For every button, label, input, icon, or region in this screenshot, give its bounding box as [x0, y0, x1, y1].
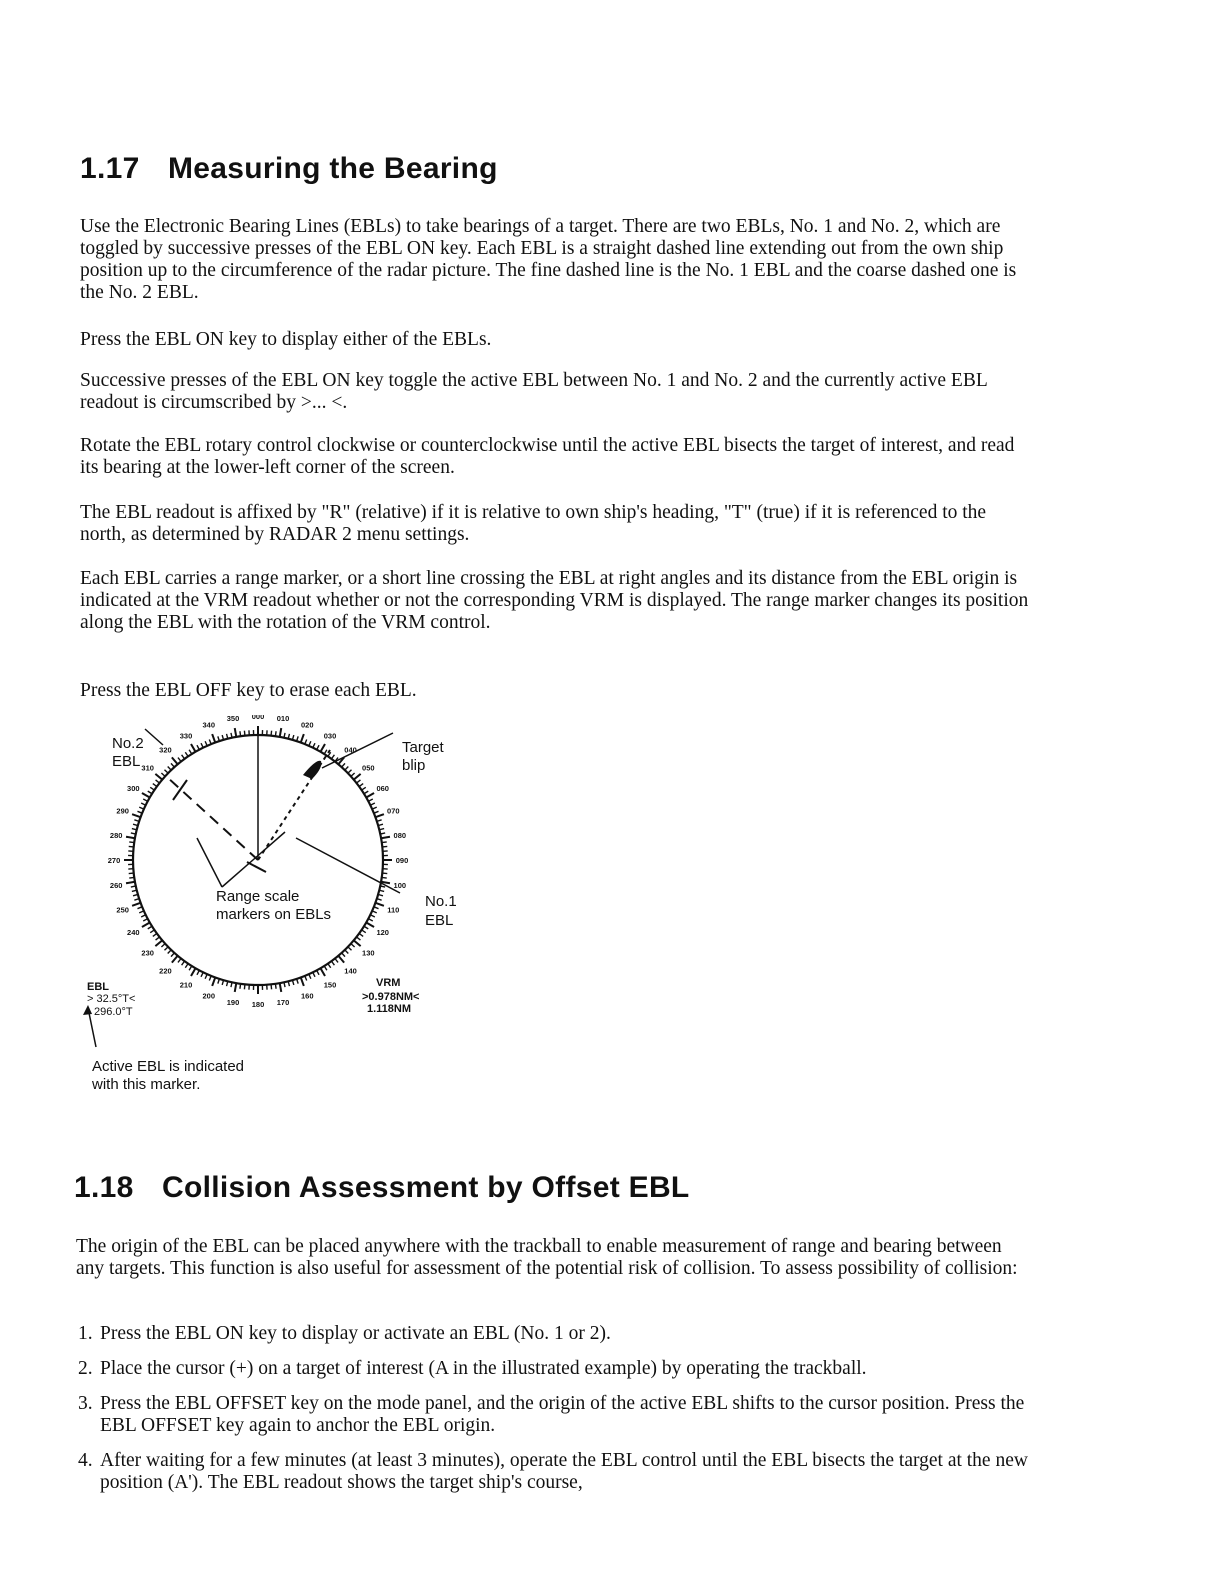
bearing-tick — [139, 911, 144, 913]
range-marker-leader-right — [222, 832, 285, 887]
ebl-readout-active: > 32.5°T< — [87, 993, 136, 1005]
bearing-tick — [126, 882, 135, 884]
bearing-tick — [370, 915, 374, 917]
bearing-tick — [240, 731, 241, 736]
bearing-tick — [375, 814, 383, 817]
paragraph-ebl-readout: The EBL readout is affixed by "R" (relative) if it is relative to own ship's heading, "T" (true) if it is referenced to the north, as determined by RADAR 2 menu settings. — [80, 502, 987, 545]
bearing-label: 020 — [300, 720, 314, 730]
bearing-label: 000 — [251, 715, 265, 721]
bearing-tick — [345, 950, 348, 954]
bearing-tick — [313, 972, 315, 976]
bearing-label: 080 — [393, 830, 407, 840]
bearing-tick — [185, 964, 188, 968]
bearing-tick — [335, 959, 338, 963]
bearing-tick — [164, 947, 168, 950]
bearing-tick — [317, 745, 319, 749]
bearing-tick — [305, 739, 307, 744]
bearing-tick — [381, 837, 390, 839]
step-text: Press the EBL OFFSET key on the mode panel, and the origin of the active EBL shifts to the cursor position. Press the EBL OFFSET key again to anchor the EBL origin. — [100, 1393, 1025, 1436]
bearing-tick — [313, 743, 315, 747]
bearing-tick — [205, 974, 207, 979]
bearing-tick — [189, 966, 192, 970]
bearing-label: 160 — [300, 991, 314, 1001]
bearing-label: 260 — [109, 881, 123, 891]
bearing-label: 150 — [323, 980, 337, 990]
no2-ebl-label: No.2 EBL — [112, 735, 144, 770]
bearing-tick — [271, 731, 272, 736]
step-number: 2. — [78, 1358, 93, 1379]
bearing-tick — [372, 807, 377, 809]
step-text: Press the EBL ON key to display or activate an EBL (No. 1 or 2). — [100, 1323, 611, 1344]
bearing-tick — [161, 944, 165, 947]
bearing-tick — [354, 940, 361, 946]
bearing-tick — [129, 846, 134, 847]
bearing-tick — [301, 734, 304, 742]
bearing-tick — [178, 758, 181, 762]
range-marker-leader-left — [197, 838, 222, 887]
bearing-tick — [201, 743, 203, 747]
offset-ebl-steps — [78, 1323, 1028, 1507]
section-title-text: Measuring the Bearing — [168, 152, 498, 185]
bearing-tick — [168, 950, 171, 954]
section-number: 1.18 — [74, 1171, 134, 1204]
radar-ebl-diagram — [70, 715, 510, 1105]
paragraph-range-marker: Each EBL carries a range marker, or a short line crossing the EBL at right angles and its distance from the EBL origin is indicated at the VRM readout whether or not the corresponding VRM is displayed. The range marker changes its position along the EBL with the rotation of the VRM control. — [80, 568, 1029, 633]
bearing-tick — [280, 728, 282, 737]
bearing-tick — [366, 793, 374, 798]
bearing-tick — [129, 877, 134, 878]
bearing-tick — [172, 757, 178, 764]
bearing-tick — [209, 976, 211, 981]
bearing-tick — [178, 959, 181, 963]
bearing-label: 270 — [107, 856, 121, 865]
bearing-tick — [357, 780, 361, 783]
bearing-tick — [197, 745, 199, 749]
bearing-tick — [209, 739, 211, 744]
bearing-tick — [354, 774, 361, 780]
bearing-label: 200 — [202, 991, 216, 1001]
radar-ebl-figure — [70, 715, 510, 1105]
bearing-tick — [129, 842, 134, 843]
bearing-label: 040 — [344, 745, 357, 755]
bearing-label: 110 — [387, 905, 400, 915]
bearing-label: 330 — [179, 731, 193, 741]
bearing-tick — [126, 837, 135, 839]
range-markers-label: Range scale markers on EBLs — [216, 888, 332, 923]
vrm-readout-second: 1.118NM — [367, 1003, 412, 1015]
bearing-tick — [132, 814, 140, 817]
bearing-tick — [139, 807, 144, 809]
bearing-label: 320 — [159, 745, 172, 755]
bearing-tick — [301, 977, 304, 985]
bearing-tick — [168, 766, 171, 770]
bearing-tick — [143, 919, 147, 921]
bearing-tick — [191, 744, 196, 752]
bearing-tick — [142, 793, 150, 798]
bearing-tick — [370, 803, 374, 805]
bearing-tick — [132, 903, 140, 906]
bearing-tick — [161, 773, 165, 776]
target-blip-label: Target blip — [402, 739, 444, 774]
step-number: 4. — [78, 1450, 93, 1471]
bearing-tick — [137, 907, 142, 909]
step-text: Place the cursor (+) on a target of interest (A in the illustrated example) by operating the trackball. — [100, 1358, 867, 1379]
ebl-readout-title: EBL — [87, 981, 109, 993]
bearing-tick — [382, 846, 387, 847]
bearing-tick — [357, 937, 361, 940]
bearing-tick — [345, 766, 348, 770]
bearing-tick — [171, 763, 174, 767]
bearing-label: 280 — [109, 830, 123, 840]
bearing-tick — [338, 956, 344, 963]
bearing-tick — [191, 968, 196, 976]
bearing-tick — [348, 947, 352, 950]
bearing-tick — [382, 842, 387, 843]
bearing-tick — [351, 944, 355, 947]
bearing-label: 290 — [116, 806, 129, 816]
bearing-label: 310 — [141, 763, 154, 773]
section-title-text: Collision Assessment by Offset EBL — [162, 1171, 690, 1204]
step-item — [78, 1323, 1028, 1345]
bearing-tick — [280, 983, 282, 992]
bearing-label: 130 — [362, 948, 375, 958]
bearing-tick — [271, 984, 272, 989]
bearing-label: 340 — [202, 720, 216, 730]
bearing-tick — [201, 972, 203, 976]
paragraph-ebl-rotate: Rotate the EBL rotary control clockwise or counterclockwise until the active EBL bisects the target of interest, and read its bearing at the lower-left corner of the screen. — [80, 435, 1015, 478]
bearing-tick — [212, 734, 215, 742]
paragraph-ebl-intro: Use the Electronic Bearing Lines (EBLs) to take bearings of a target. There are two EBLs, No. 1 and No. 2, which are toggled by successive presses of the EBL ON key. Each EBL is a straight dashed line extending out from the own ship position up to the circumference of the radar picture. The fine dashed line is the No. 1 EBL and the coarse dashed one is the No. 2 EBL. — [80, 216, 1017, 303]
paragraph-ebl-off: Press the EBL OFF key to erase each EBL. — [80, 680, 417, 701]
bearing-tick — [366, 923, 374, 928]
bearing-tick — [189, 750, 192, 754]
bearing-tick — [372, 911, 377, 913]
paragraph-offset-intro: The origin of the EBL can be placed anywhere with the trackball to enable measurement of range and bearing between any targets. This function is also useful for assessment of the potential risk of collision. To assess possibility of collision: — [76, 1236, 1018, 1279]
bearing-tick — [317, 970, 319, 974]
bearing-tick — [153, 784, 157, 787]
no1-ebl-label: No.1 EBL — [425, 893, 457, 929]
vrm-readout-title: VRM — [376, 977, 401, 989]
bearing-tick — [382, 877, 387, 878]
bearing-label: 210 — [179, 980, 193, 990]
bearing-tick — [324, 966, 327, 970]
bearing-label: 090 — [395, 856, 409, 865]
paragraph-ebl-toggle: Successive presses of the EBL ON key toggle the active EBL between No. 1 and No. 2 and the currently active EBL readout is circumscribed by >... <. — [80, 370, 988, 413]
bearing-label: 240 — [127, 928, 140, 937]
vrm-readout-active: >0.978NM< — [362, 991, 420, 1003]
bearing-tick — [155, 940, 162, 946]
bearing-tick — [148, 791, 152, 794]
bearing-tick — [342, 953, 345, 957]
bearing-tick — [156, 780, 160, 783]
bearing-label: 250 — [116, 905, 129, 915]
bearing-tick — [235, 983, 237, 992]
bearing-tick — [342, 763, 345, 767]
bearing-tick — [235, 728, 237, 737]
bearing-tick — [156, 937, 160, 940]
section-title-1-18 — [74, 1171, 690, 1205]
step-number: 3. — [78, 1393, 93, 1414]
bearing-label: 030 — [323, 731, 337, 741]
paragraph-ebl-on: Press the EBL ON key to display either of the EBLs. — [80, 329, 492, 350]
no2-ebl-range-marker — [173, 780, 187, 800]
bearing-tick — [141, 803, 145, 805]
bearing-label: 140 — [344, 966, 357, 976]
bearing-tick — [141, 915, 145, 917]
bearing-tick — [182, 755, 185, 759]
bearing-tick — [351, 773, 355, 776]
bearing-label: 180 — [251, 1000, 265, 1009]
bearing-label: 170 — [276, 997, 290, 1007]
bearing-tick — [212, 977, 215, 985]
step-item — [78, 1358, 1028, 1380]
bearing-tick — [129, 873, 134, 874]
bearing-tick — [148, 926, 152, 929]
bearing-tick — [324, 750, 327, 754]
bearing-tick — [142, 923, 150, 928]
bearing-tick — [328, 964, 331, 968]
no2-ebl-leader — [145, 729, 163, 745]
step-item — [78, 1450, 1028, 1494]
section-number: 1.17 — [80, 152, 140, 185]
bearing-tick — [331, 755, 334, 759]
bearing-tick — [150, 930, 154, 933]
bearing-tick — [305, 976, 307, 981]
step-text: After waiting for a few minutes (at least 3 minutes), operate the EBL control until the EBL bisects the target at the new position (A'). The EBL readout shows the target ship's course, — [100, 1450, 1028, 1493]
bearing-tick — [359, 933, 363, 936]
bearing-tick — [153, 933, 157, 936]
bearing-label: 300 — [127, 784, 140, 793]
bearing-label: 190 — [226, 997, 240, 1007]
bearing-tick — [275, 984, 276, 989]
active-ebl-marker-arrow — [83, 1005, 92, 1015]
bearing-label: 350 — [226, 715, 240, 724]
bearing-tick — [375, 903, 383, 906]
step-item — [78, 1393, 1028, 1437]
bearing-label: 070 — [387, 806, 400, 816]
bearing-label: 010 — [276, 715, 290, 724]
bearing-tick — [362, 930, 366, 933]
bearing-tick — [244, 731, 245, 736]
bearing-tick — [240, 984, 241, 989]
ebl-readout-second: 296.0°T — [94, 1006, 133, 1018]
bearing-tick — [275, 731, 276, 736]
bearing-tick — [362, 787, 366, 790]
target-blip — [303, 761, 321, 779]
bearing-tick — [364, 791, 368, 794]
bearing-tick — [155, 774, 162, 780]
bearing-tick — [205, 741, 207, 746]
bearing-tick — [185, 752, 188, 756]
bearing-tick — [331, 961, 334, 965]
bearing-tick — [321, 744, 326, 752]
bearing-label: 120 — [376, 928, 389, 937]
bearing-tick — [244, 984, 245, 989]
bearing-tick — [382, 873, 387, 874]
bearing-tick — [321, 968, 326, 976]
bearing-tick — [348, 770, 352, 773]
bearing-label: 100 — [393, 881, 407, 891]
bearing-tick — [172, 956, 178, 963]
bearing-tick — [364, 926, 368, 929]
bearing-tick — [309, 974, 311, 979]
step-number: 1. — [78, 1323, 93, 1344]
bearing-tick — [374, 907, 379, 909]
bearing-tick — [171, 953, 174, 957]
bearing-label: 230 — [141, 948, 154, 958]
bearing-tick — [137, 811, 142, 813]
bearing-label: 060 — [376, 784, 389, 793]
bearing-label: 220 — [159, 966, 172, 976]
bearing-label: 050 — [362, 763, 375, 773]
bearing-tick — [143, 799, 147, 801]
bearing-tick — [368, 919, 372, 921]
bearing-tick — [150, 787, 154, 790]
bearing-tick — [182, 961, 185, 965]
bearing-tick — [359, 784, 363, 787]
bearing-tick — [197, 970, 199, 974]
bearing-tick — [374, 811, 379, 813]
active-ebl-caption: Active EBL is indicated with this marker. — [92, 1058, 245, 1093]
bearing-tick — [309, 741, 311, 746]
section-title-1-17 — [80, 152, 498, 186]
bearing-tick — [164, 770, 168, 773]
bearing-tick — [368, 799, 372, 801]
